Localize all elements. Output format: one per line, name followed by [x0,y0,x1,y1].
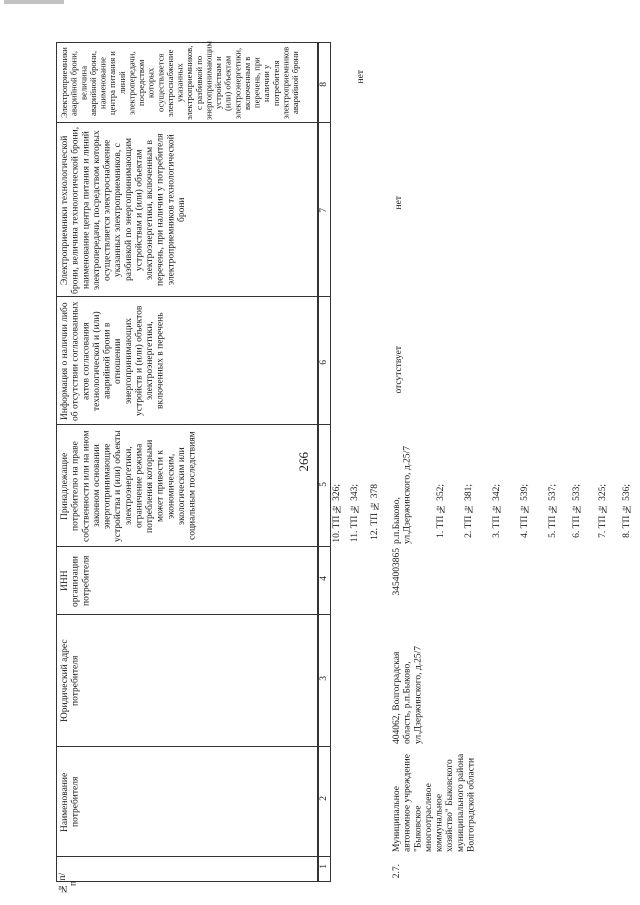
tp-item: 4. ТП № 539; [520,484,530,538]
col-header-emergency-reserve: Электроприемники аварийной брони, величина аварийной брони, наименование центра питания и линий электропередачи, посредством которых осуществляется электроснабжение указанных электроприемников, с разбивкой по энергопринимающим устройствам и (или) объектам электроэнергетики, включенным в перечень, при наличии у потребителя электроприемников аварийной брони [59,41,300,120]
tp-item: 3. ТП № 342; [492,484,502,538]
col-sep [56,856,331,857]
row-emergency-reserve: нет [356,70,366,84]
col-sep [56,122,331,123]
continuation-tp: 11. ТП № 343; [350,484,360,543]
col-header-acts: Информация о наличии либо об отсутствии согласованных актов согласования технологической и (или) аварийной брони в отношении энергопринимающих устройств и (или) объектов электроэнергетики, включенных в перечень [60,301,166,421]
col-sep [56,614,331,615]
col-number: 6 [319,360,329,365]
col-header-tech-reserve: Электроприемники технологической брони, величина технологической брони, наименование центра питания и линий электропередачи, посредством которых осуществляется электроснабжение указанных электроприемников, с разбивкой по энергопринимающим устройствам и (или) объектам электроэнергетики, включенным в перечень, при наличии у потребителя электроприемников технологической брони [60,126,187,294]
col-number: 1 [319,864,329,869]
col-header-devices: Принадлежащие потребителю на праве собственности или на ином законном основании энергопринимающие устройства и (или) объекты электроэнергетики, ограничение режима потребления которыми может привести к экономическим, экологическим или социальным последствиям [60,430,198,542]
tp-item: 6. ТП № 533; [572,484,582,538]
col-header-address: Юридический адрес потребителя [60,639,81,723]
col-number: 2 [319,796,329,801]
col-number: 5 [319,482,329,487]
row-location: р.п.Быково, ул.Дзержинского, д.25/7 [392,446,413,544]
col-number: 4 [319,576,329,581]
continuation-tp: 10. ТП № 326; [332,484,342,543]
col-sep [56,546,331,547]
row-name: Муниципальное автономное учреждение "Быковское многоотраслевое коммунальное хозяйство" Быковского муниципального района Волгоградской области [392,753,477,852]
col-number: 7 [319,208,329,213]
col-number: 8 [319,82,329,87]
tp-item: 7. ТП № 325; [598,484,608,538]
tp-item: 2. ТП № 381; [464,484,474,538]
col-sep [56,746,331,747]
row-tech-reserve: нет [394,196,404,210]
page-number-overlay: 266 [296,452,311,472]
tp-item: 5. ТП № 537; [548,484,558,538]
number-strip [318,42,331,882]
col-header-num: № п/п [58,872,79,894]
col-header-name: Наименование потребителя [60,772,81,832]
col-number: 3 [319,676,329,681]
continuation-tp: 12. ТП № 378 [370,484,380,540]
col-sep [56,296,331,297]
row-acts: отсутствует [394,346,404,394]
tp-item: 1. ТП № 352; [436,484,446,538]
row-address: 404062, Волгоградская область, р.п.Быково, ул.Дзержинского, д.25/7 [392,646,424,744]
col-header-inn: ИНН организации потребителя [60,555,92,607]
row-number: 2.7. [392,864,402,879]
col-sep [56,424,331,425]
row-inn: 3454003865 [392,548,402,596]
tp-item: 8. ТП № 536; [622,484,632,538]
